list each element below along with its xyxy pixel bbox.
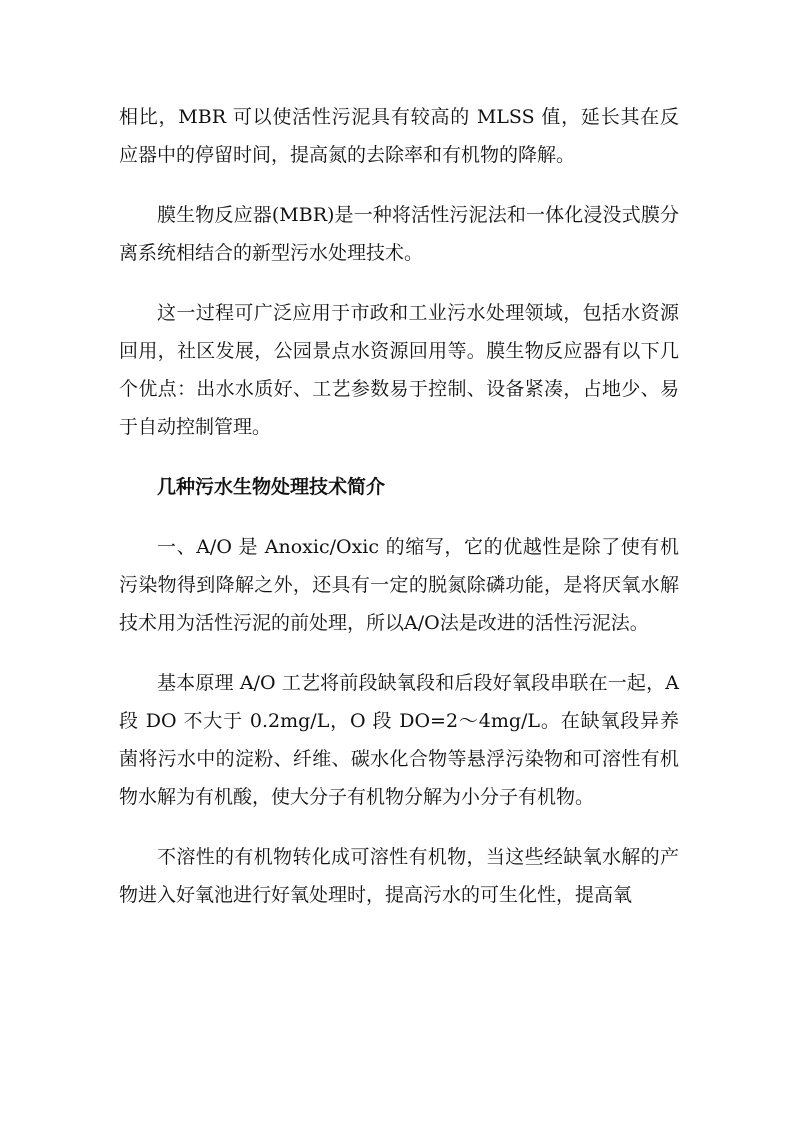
section-heading: 几种污水生物处理技术简介 bbox=[157, 476, 386, 498]
paragraph-mbr-advantage: 相比，MBR 可以使活性污泥具有较高的 MLSS 值，延长其在反应器中的停留时间，提高氮的去除率和有机物的降解。 bbox=[119, 106, 679, 166]
paragraph-ao-principle: 基本原理 A/O 工艺将前段缺氧段和后段好氧段串联在一起，A 段 DO 不大于 0.2mg/L，O 段 DO=2～4mg/L。在缺氧段异养菌将污水中的淀粉、纤维、碳水化合物等悬浮污染物和可溶性有机物水解为有机酸，使大分子有机物分解为小分子有机物。 bbox=[119, 672, 679, 808]
document-body bbox=[119, 98, 679, 936]
paragraph-mbr-applications: 这一过程可广泛应用于市政和工业污水处理领域，包括水资源回用，社区发展，公园景点水资源回用等。膜生物反应器有以下几个优点：出水水质好、工艺参数易于控制、设备紧凑，占地少、易于自动控制管理。 bbox=[119, 302, 679, 438]
paragraph-ao-conversion: 不溶性的有机物转化成可溶性有机物，当这些经缺氧水解的产物进入好氧池进行好氧处理时，提高污水的可生化性，提高氧 bbox=[119, 846, 679, 906]
paragraph-ao-intro: 一、A/O 是 Anoxic/Oxic 的缩写，它的优越性是除了使有机污染物得到降解之外，还具有一定的脱氮除磷功能，是将厌氧水解技术用为活性污泥的前处理，所以A/O法是改进的活性污泥法。 bbox=[119, 536, 679, 634]
paragraph-mbr-definition: 膜生物反应器(MBR)是一种将活性污泥法和一体化浸没式膜分离系统相结合的新型污水处理技术。 bbox=[119, 204, 679, 264]
